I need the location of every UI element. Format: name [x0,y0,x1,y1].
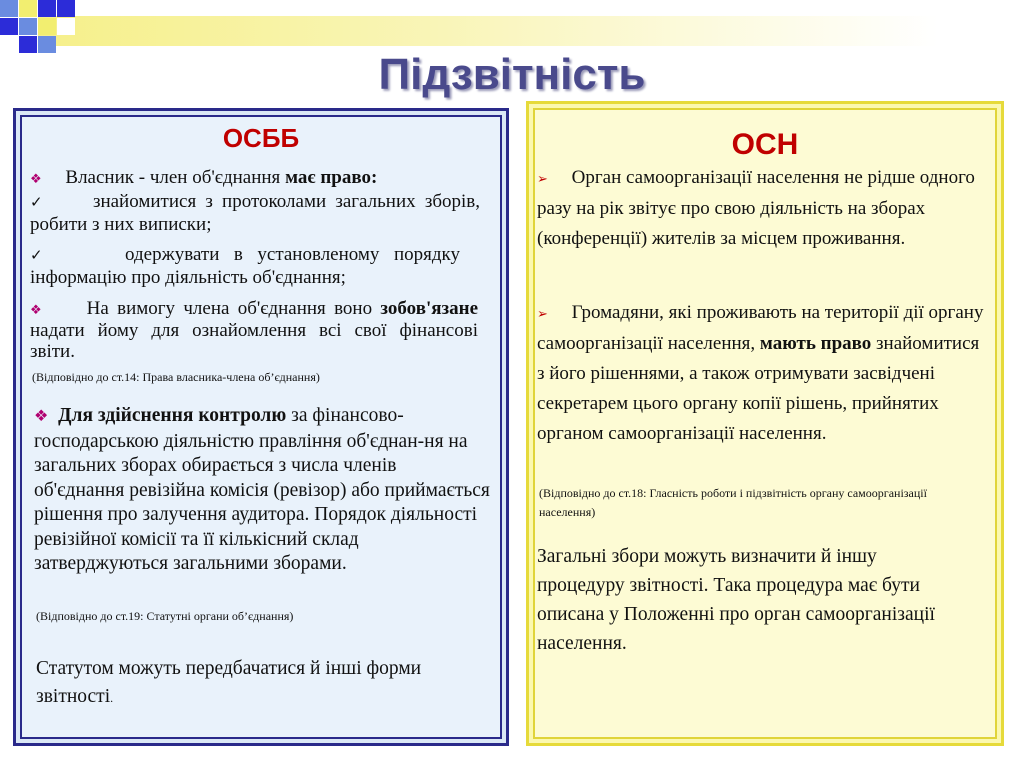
decor-square [0,18,18,35]
osn-item2-pre: Громадяни, які проживають на території дії органу самоорганізації населення, [537,302,984,354]
osbb-heading: ОСББ [222,123,300,153]
osbb-closing-main: Статутом можуть передбачатися й інші форми звітності [36,658,422,707]
osbb-closing-text [36,655,496,712]
decor-square [19,0,37,17]
osbb-reference-art14: (Відповідно до ст.14: Права власника-члена об’єднання) [32,370,320,384]
osbb-item-owner-rights [30,167,490,189]
page-title: Підзвітність [378,50,646,99]
osbb-closing-dot: . [110,691,114,705]
osn-closing-text: Загальні збори можуть визначити й іншу процедуру звітності. Така процедура має бути описана у Положенні про орган самоорганізації населення. [537,546,935,654]
osn-item2-post: знайомитися з його рішеннями, а також отримувати засвідчені секретарем цього органу копії рішень, прийнятих органом самоорганізації населення. [537,333,980,444]
checkmark-icon: ✓ [30,195,48,211]
decor-square [38,18,56,35]
osbb-item1-bold: має право: [285,167,378,188]
osn-item-citizens-rights [537,298,989,449]
diamond-bullet-icon: ❖ [30,171,42,186]
osbb-panel-inner [20,115,502,739]
osbb-item2-text: знайомитися з протоколами загальних зборів, робити з них виписки; [30,191,480,235]
osbb-item4-bold: зобов'язане [380,298,479,319]
osbb-item4-post: надати йому для ознайомлення всі свої фінансові звіти. [30,320,478,362]
osbb-item-financial-reports [30,298,478,362]
osn-panel [526,101,1004,746]
checkmark-icon: ✓ [30,248,53,264]
decor-square [0,0,18,17]
osbb-reference-art19: (Відповідно до ст.19: Статутні органи об’єднання) [36,609,294,623]
osbb-item1-text: Власник - член об'єднання [65,167,286,188]
diamond-bullet-icon: ❖ [30,302,46,317]
decor-square [57,0,75,17]
decor-square [57,18,75,35]
osn-item1-text: Орган самоорганізації населення не рідше одного разу на рік звітує про свою діяльність на зборах (конференції) жителів за місцем проживання. [537,167,975,249]
osn-heading: ОСН [731,128,799,161]
osn-reference-art18: (Відповідно до ст.18: Гласність роботи і підзвітність органу самоорганізації населення) [539,486,927,519]
osn-panel-inner [533,108,997,739]
osn-item-reporting [537,163,985,254]
arrow-bullet-icon: ➢ [537,171,548,186]
osbb-item-control [34,404,490,577]
osbb-item-information [30,244,460,288]
header-decoration-bar [38,16,938,46]
osbb-item5-text: за фінансово-господарською діяльністю правління об'єднан-ня на загальних зборах обирається з числа членів об'єднання ревізійна комісія (ревізор) або приймається рішення про залучення аудитора. Порядок діяльності ревізійної комісії та її кількісний склад затверджуються загальними зборами. [34,405,490,574]
osn-item2-bold: мають право [759,333,872,354]
diamond-bullet-icon: ❖ [34,408,49,425]
arrow-bullet-icon: ➢ [537,306,548,321]
decor-square [19,18,37,35]
osbb-item-protocols [30,191,480,235]
osbb-panel [13,108,509,746]
decor-square [38,0,56,17]
osbb-item3-text: одержувати в установленому порядку інформацію про діяльність об'єднання; [30,244,461,288]
osbb-item4-pre: На вимогу члена об'єднання воно [86,298,381,319]
osbb-item5-bold: Для здійснення контролю [58,405,287,426]
